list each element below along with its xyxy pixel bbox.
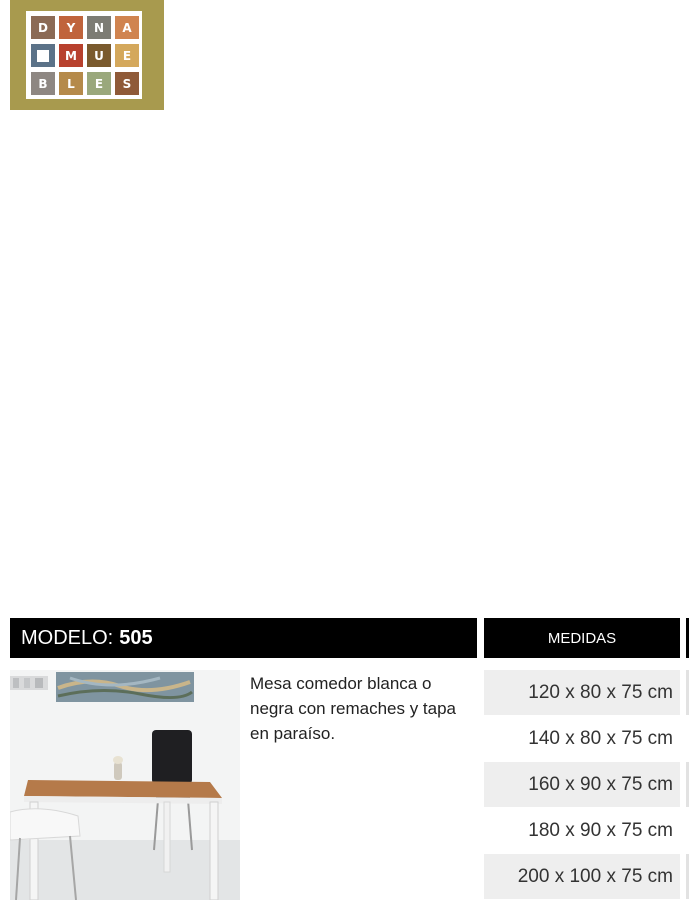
logo-letter-tile: A: [115, 16, 139, 39]
logo-letter-tile: B: [31, 72, 55, 95]
measure-row: 140 x 80 x 75 cm: [528, 727, 673, 749]
logo-letter-tile: Y: [59, 16, 83, 39]
logo-letter-tile: U: [87, 44, 111, 67]
measure-row: 120 x 80 x 75 cm: [484, 670, 680, 715]
brand-logo[interactable]: [10, 0, 164, 110]
logo-letter-tile: M: [59, 44, 83, 67]
product-photo: [10, 670, 240, 900]
model-number: 505: [119, 626, 153, 649]
logo-letter-tile: E: [115, 44, 139, 67]
measures-header: MEDIDAS: [484, 618, 680, 658]
product-description: Mesa comedor blanca o negra con remaches y tapa en paraíso.: [250, 674, 457, 743]
measure-row: 160 x 90 x 75 cm: [484, 762, 680, 807]
table-photo-illustration: [10, 670, 240, 900]
logo-letter-tile: D: [31, 16, 55, 39]
logo-letter-tile: L: [59, 72, 83, 95]
model-title-bar: [10, 618, 477, 658]
measure-row: 180 x 90 x 75 cm: [528, 819, 673, 841]
logo-letter-tile: S: [115, 72, 139, 95]
model-label: MODELO:: [21, 626, 114, 649]
logo-letter-tile: N: [87, 16, 111, 39]
logo-tile-grid: [26, 11, 142, 99]
logo-letter-tile: E: [87, 72, 111, 95]
logo-square-tile: [31, 44, 55, 67]
measure-row: 200 x 100 x 75 cm: [484, 854, 680, 899]
